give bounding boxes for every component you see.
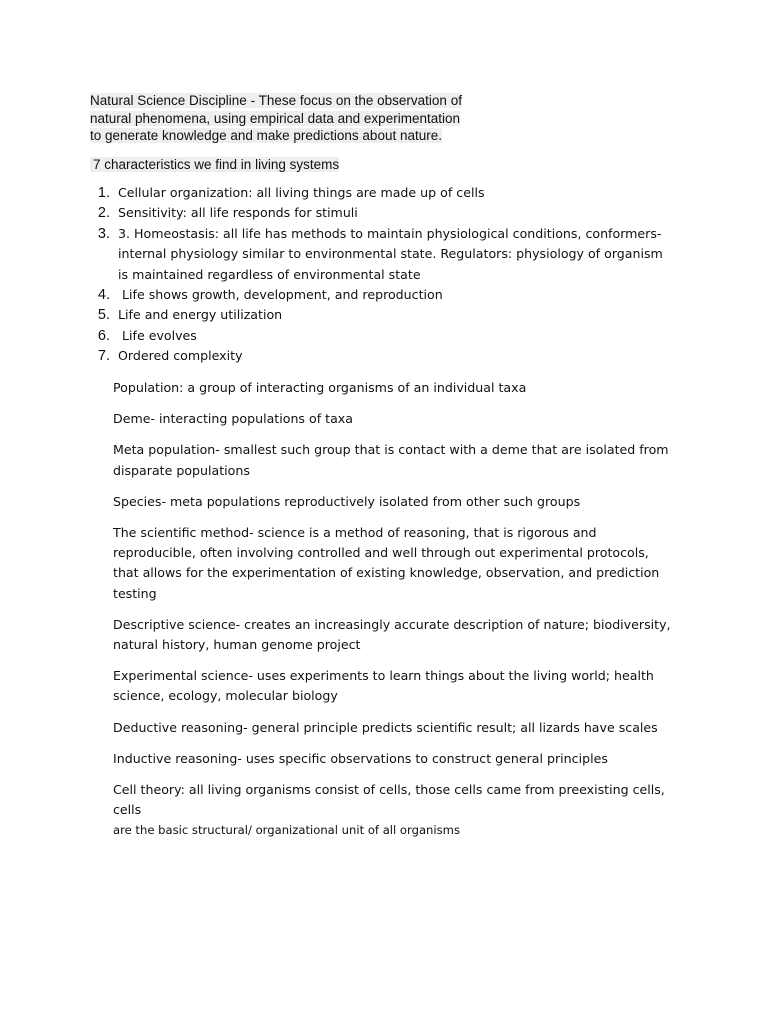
list-number: 6. bbox=[97, 327, 110, 344]
definitions-section bbox=[113, 378, 673, 852]
list-number: 4. bbox=[97, 287, 110, 304]
list-number: 2. bbox=[97, 205, 110, 222]
list-number: 7. bbox=[97, 348, 110, 365]
definition-descriptive-science: Descriptive science- creates an increasingly accurate description of nature; biodiversity, natural history, human genome project bbox=[113, 616, 671, 653]
definition-species: Species- meta populations reproductively isolated from other such groups bbox=[113, 493, 581, 509]
list-number: 5. bbox=[97, 307, 110, 324]
list-item bbox=[86, 326, 666, 346]
definition-cell-theory bbox=[113, 780, 673, 841]
definition-experimental-science: Experimental science- uses experiments to learn things about the living world; health science, ecology, molecular biology bbox=[113, 668, 654, 704]
list-number: 3. bbox=[97, 225, 110, 242]
characteristics-heading-text: 7 characteristics we find in living systems bbox=[90, 157, 339, 172]
characteristics-heading bbox=[90, 156, 339, 174]
definition-meta-population: Meta population- smallest such group that is contact with a deme that are isolated from disparate populations bbox=[113, 442, 669, 478]
list-item bbox=[86, 203, 666, 223]
list-item bbox=[86, 183, 666, 203]
intro-line bbox=[90, 110, 490, 128]
list-item-text: Life shows growth, development, and reproduction bbox=[118, 287, 443, 303]
cell-theory-line-1: Cell theory: all living organisms consist of cells, those cells came from preexisting cells, cells bbox=[113, 782, 665, 818]
definition-deductive-reasoning: Deductive reasoning- general principle predicts scientific result; all lizards have scales bbox=[113, 719, 658, 735]
definition-inductive-reasoning: Inductive reasoning- uses specific observations to construct general principles bbox=[113, 750, 608, 766]
intro-line-text: Natural Science Discipline - These focus on the observation of bbox=[90, 93, 462, 108]
intro-line bbox=[90, 127, 490, 145]
intro-paragraph bbox=[90, 92, 490, 145]
list-item bbox=[86, 346, 666, 366]
definition-population: Population: a group of interacting organisms of an individual taxa bbox=[113, 380, 527, 395]
definition-deme: Deme- interacting populations of taxa bbox=[113, 411, 353, 427]
characteristics-list bbox=[86, 183, 666, 367]
list-item-text: Life evolves bbox=[118, 327, 197, 343]
list-item bbox=[86, 224, 666, 285]
intro-line-text: to generate knowledge and make predictions about nature. bbox=[90, 128, 442, 143]
list-item-text: Sensitivity: all life responds for stimuli bbox=[118, 205, 358, 221]
definition-scientific-method: The scientific method- science is a method of reasoning, that is rigorous and reproducible, often involving controlled and well through out experimental protocols, that allows for the experimentation of existing knowledge, observation, and prediction testing bbox=[113, 525, 660, 601]
list-item bbox=[86, 285, 666, 305]
cell-theory-line-2: are the basic structural/ organizational unit of all organisms bbox=[113, 823, 460, 838]
list-item-text: Cellular organization: all living things are made up of cells bbox=[118, 185, 485, 200]
list-item-text: Life and energy utilization bbox=[118, 307, 283, 323]
intro-line bbox=[90, 92, 490, 110]
list-number: 1. bbox=[97, 185, 110, 201]
list-item bbox=[86, 305, 666, 325]
list-item-text: 3. Homeostasis: all life has methods to maintain physiological conditions, conformers- internal physiology similar to environmental state. Regulators: physiology of organism is maintained regardless of environmental state bbox=[118, 225, 663, 282]
intro-line-text: natural phenomena, using empirical data and experimentation bbox=[90, 110, 460, 126]
list-item-text: Ordered complexity bbox=[118, 348, 243, 364]
